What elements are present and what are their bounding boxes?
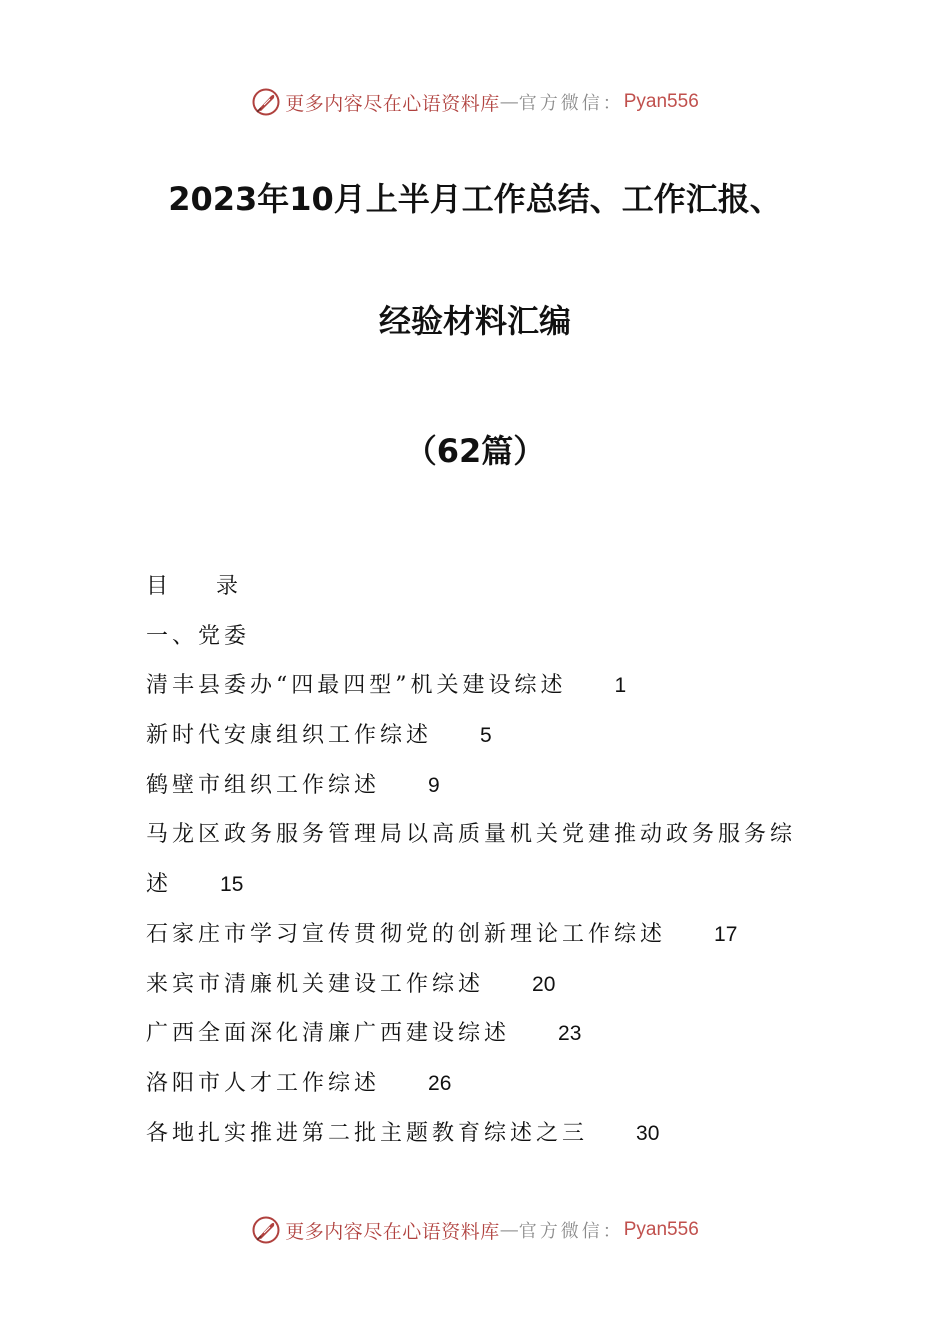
toc-entry-title: 鹤壁市组织工作综述: [146, 772, 381, 798]
toc-entry-page: 15: [220, 873, 244, 897]
toc-entry[interactable]: [146, 664, 826, 714]
watermark-dash: —: [499, 91, 519, 113]
toc-entry[interactable]: [146, 764, 826, 814]
toc-entry-title: 来宾市清廉机关建设工作综述: [146, 971, 485, 997]
toc-entry-title: 洛阳市人才工作综述: [146, 1070, 381, 1096]
table-of-contents: [146, 565, 826, 1161]
watermark-main-text: 更多内容尽在心语资料库: [285, 92, 500, 115]
watermark-main-text: 更多内容尽在心语资料库: [285, 1220, 500, 1243]
toc-section-title: 一、党委: [146, 623, 251, 649]
toc-entry-title: 石家庄市学习宣传贯彻党的创新理论工作综述: [146, 921, 667, 947]
toc-entry-page: 5: [480, 724, 492, 748]
header-watermark: [0, 84, 950, 120]
watermark-official-label: 官方微信：: [518, 1221, 624, 1242]
toc-entry[interactable]: [146, 963, 826, 1013]
quill-pen-logo-icon: [251, 1215, 281, 1245]
watermark-wechat-id: Pyan556: [623, 91, 699, 112]
toc-entry[interactable]: [146, 714, 826, 764]
toc-entry-title: 马龙区政务服务管理局以高质量机关党建推动政务服务综: [146, 822, 797, 848]
toc-entry-continuation[interactable]: [146, 863, 826, 913]
watermark-dash: —: [499, 1219, 519, 1241]
document-title-line-1: 2023年10月上半月工作总结、工作汇报、: [168, 180, 782, 218]
toc-entry-page: 20: [532, 972, 556, 996]
toc-entry-title: 广西全面深化清廉广西建设综述: [146, 1021, 511, 1047]
toc-entry-page: 30: [636, 1121, 660, 1145]
toc-entry[interactable]: [146, 1062, 826, 1112]
toc-entry-title: 各地扎实推进第二批主题教育综述之三: [146, 1120, 589, 1146]
toc-entry[interactable]: [146, 1012, 826, 1062]
document-article-count: （62篇）: [404, 432, 546, 470]
toc-heading-right: 录: [216, 574, 243, 599]
toc-entry[interactable]: [146, 913, 826, 963]
toc-entry-title: 清丰县委办“四最四型”机关建设综述: [146, 673, 567, 699]
toc-entry[interactable]: [146, 813, 826, 863]
toc-entry-title: 新时代安康组织工作综述: [146, 723, 433, 749]
toc-heading: [146, 565, 826, 615]
footer-watermark: [0, 1212, 950, 1248]
toc-heading-left: 目: [146, 574, 173, 599]
toc-entry-page: 17: [714, 922, 738, 946]
document-title-line-2: 经验材料汇编: [378, 302, 571, 340]
toc-entry[interactable]: [146, 1112, 826, 1162]
toc-entry-page: 9: [428, 773, 440, 797]
watermark-wechat-id: Pyan556: [623, 1219, 699, 1240]
watermark-official-label: 官方微信：: [518, 93, 624, 114]
toc-entry-page: 1: [614, 674, 627, 698]
quill-pen-logo-icon: [251, 87, 281, 117]
toc-entry-title: 述: [146, 872, 173, 898]
toc-entry-page: 26: [428, 1071, 452, 1095]
toc-entry-page: 23: [558, 1022, 582, 1046]
